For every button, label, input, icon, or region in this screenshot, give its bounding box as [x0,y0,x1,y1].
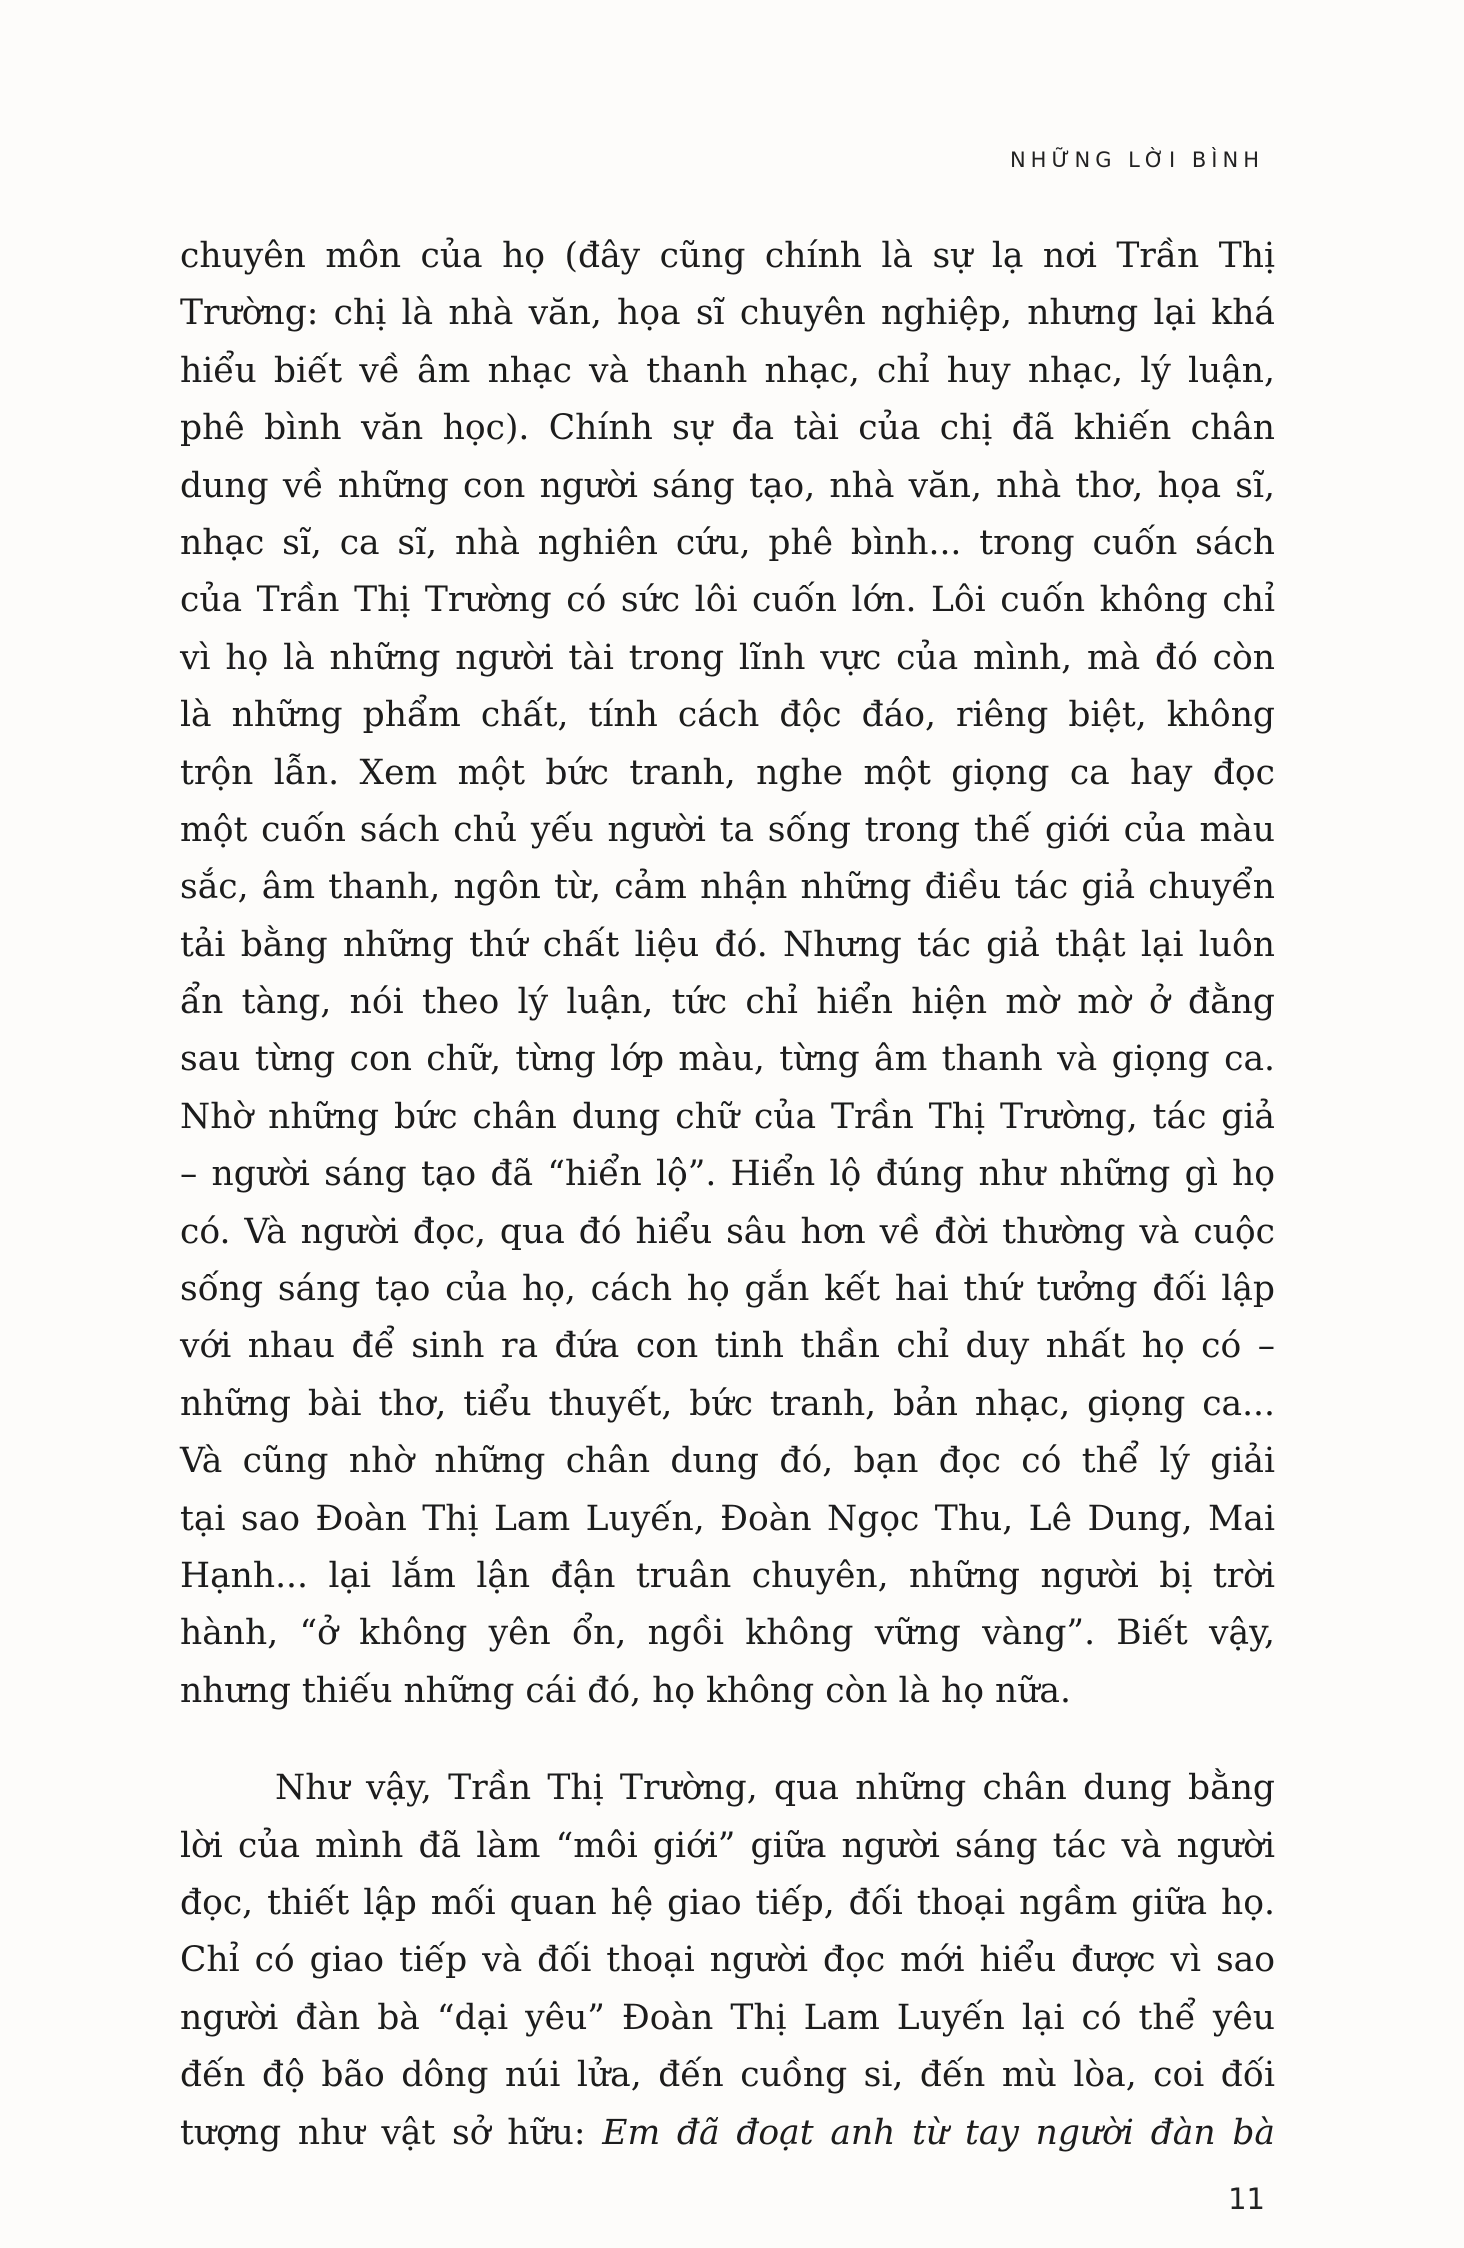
text-line: phê bình văn học). Chính sự đa tài của chị đã khiến chân [180,408,1275,449]
text-line: hiểu biết về âm nhạc và thanh nhạc, chỉ huy nhạc, lý luận, [180,350,1275,391]
text-line: Và cũng nhờ những chân dung đó, bạn đọc có thể lý giải [180,1441,1275,1482]
text-line: vì họ là những người tài trong lĩnh vực của mình, mà đó còn [180,637,1275,678]
text-line: sống sáng tạo của họ, cách họ gắn kết hai thứ tưởng đối lập [180,1269,1275,1310]
text-line: những bài thơ, tiểu thuyết, bức tranh, bản nhạc, giọng ca... [180,1383,1275,1424]
text-line: người đàn bà “dại yêu” Đoàn Thị Lam Luyến lại có thể yêu [180,1997,1275,2038]
text-line: trộn lẫn. Xem một bức tranh, nghe một giọng ca hay đọc [180,752,1275,793]
text-line: Trường: chị là nhà văn, họa sĩ chuyên nghiệp, nhưng lại khá [180,293,1275,334]
text-line: của Trần Thị Trường có sức lôi cuốn lớn. Lôi cuốn không chỉ [180,580,1275,621]
text-line: có. Và người đọc, qua đó hiểu sâu hơn về đời thường và cuộc [180,1211,1275,1252]
text-line: đọc, thiết lập mối quan hệ giao tiếp, đối thoại ngầm giữa họ. [180,1882,1275,1923]
paragraph-2 [180,1760,1275,2104]
text-line: – người sáng tạo đã “hiển lộ”. Hiển lộ đúng như những gì họ [180,1154,1275,1195]
text-line: dung về những con người sáng tạo, nhà văn, nhà thơ, họa sĩ, [180,465,1275,506]
text-line: một cuốn sách chủ yếu người ta sống trong thế giới của màu [180,809,1275,850]
text-line: Như vậy, Trần Thị Trường, qua những chân dung bằng [275,1768,1275,1809]
text-line: tải bằng những thứ chất liệu đó. Nhưng tác giả thật lại luôn [180,924,1275,965]
italic-quote: Em đã đoạt anh từ tay người đàn bà [602,2112,1275,2153]
text-line: đến độ bão dông núi lửa, đến cuồng si, đến mù lòa, coi đối [180,2055,1275,2096]
text-line: hành, “ở không yên ổn, ngồi không vững vàng”. Biết vậy, [180,1613,1275,1654]
paragraph-1 [180,228,1275,1720]
text-line: nhưng thiếu những cái đó, họ không còn là họ nữa. [180,1670,1071,1711]
body-text [180,228,1275,2162]
text-line: tượng như vật sở hữu: Em đã đoạt anh từ tay người đàn bà [180,2112,1275,2153]
text-line: chuyên môn của họ (đây cũng chính là sự lạ nơi Trần Thị [180,236,1275,276]
paragraph-gap [180,1720,1275,1760]
text-line: Nhờ những bức chân dung chữ của Trần Thị Trường, tác giả [180,1096,1275,1137]
text-line: lời của mình đã làm “môi giới” giữa người sáng tác và người [180,1825,1275,1866]
text-line: Hạnh... lại lắm lận đận truân chuyên, những người bị trời [180,1555,1275,1596]
text-line: sau từng con chữ, từng lớp màu, từng âm thanh và giọng ca. [180,1039,1275,1080]
text-line: là những phẩm chất, tính cách độc đáo, riêng biệt, không [180,695,1275,736]
text-line: nhạc sĩ, ca sĩ, nhà nghiên cứu, phê bình... trong cuốn sách [180,522,1275,563]
text-line: tại sao Đoàn Thị Lam Luyến, Đoàn Ngọc Thu, Lê Dung, Mai [180,1498,1275,1539]
page-number: 11 [1228,2182,1265,2216]
text-line: với nhau để sinh ra đứa con tinh thần chỉ duy nhất họ có – [180,1326,1275,1367]
text-line: Chỉ có giao tiếp và đối thoại người đọc mới hiểu được vì sao [180,1940,1275,1981]
text-line: sắc, âm thanh, ngôn từ, cảm nhận những điều tác giả chuyển [180,867,1275,908]
text-line: ẩn tàng, nói theo lý luận, tức chỉ hiển hiện mờ mờ ở đằng [180,982,1275,1023]
running-head: NHỮNG LỜI BÌNH [1009,148,1264,172]
